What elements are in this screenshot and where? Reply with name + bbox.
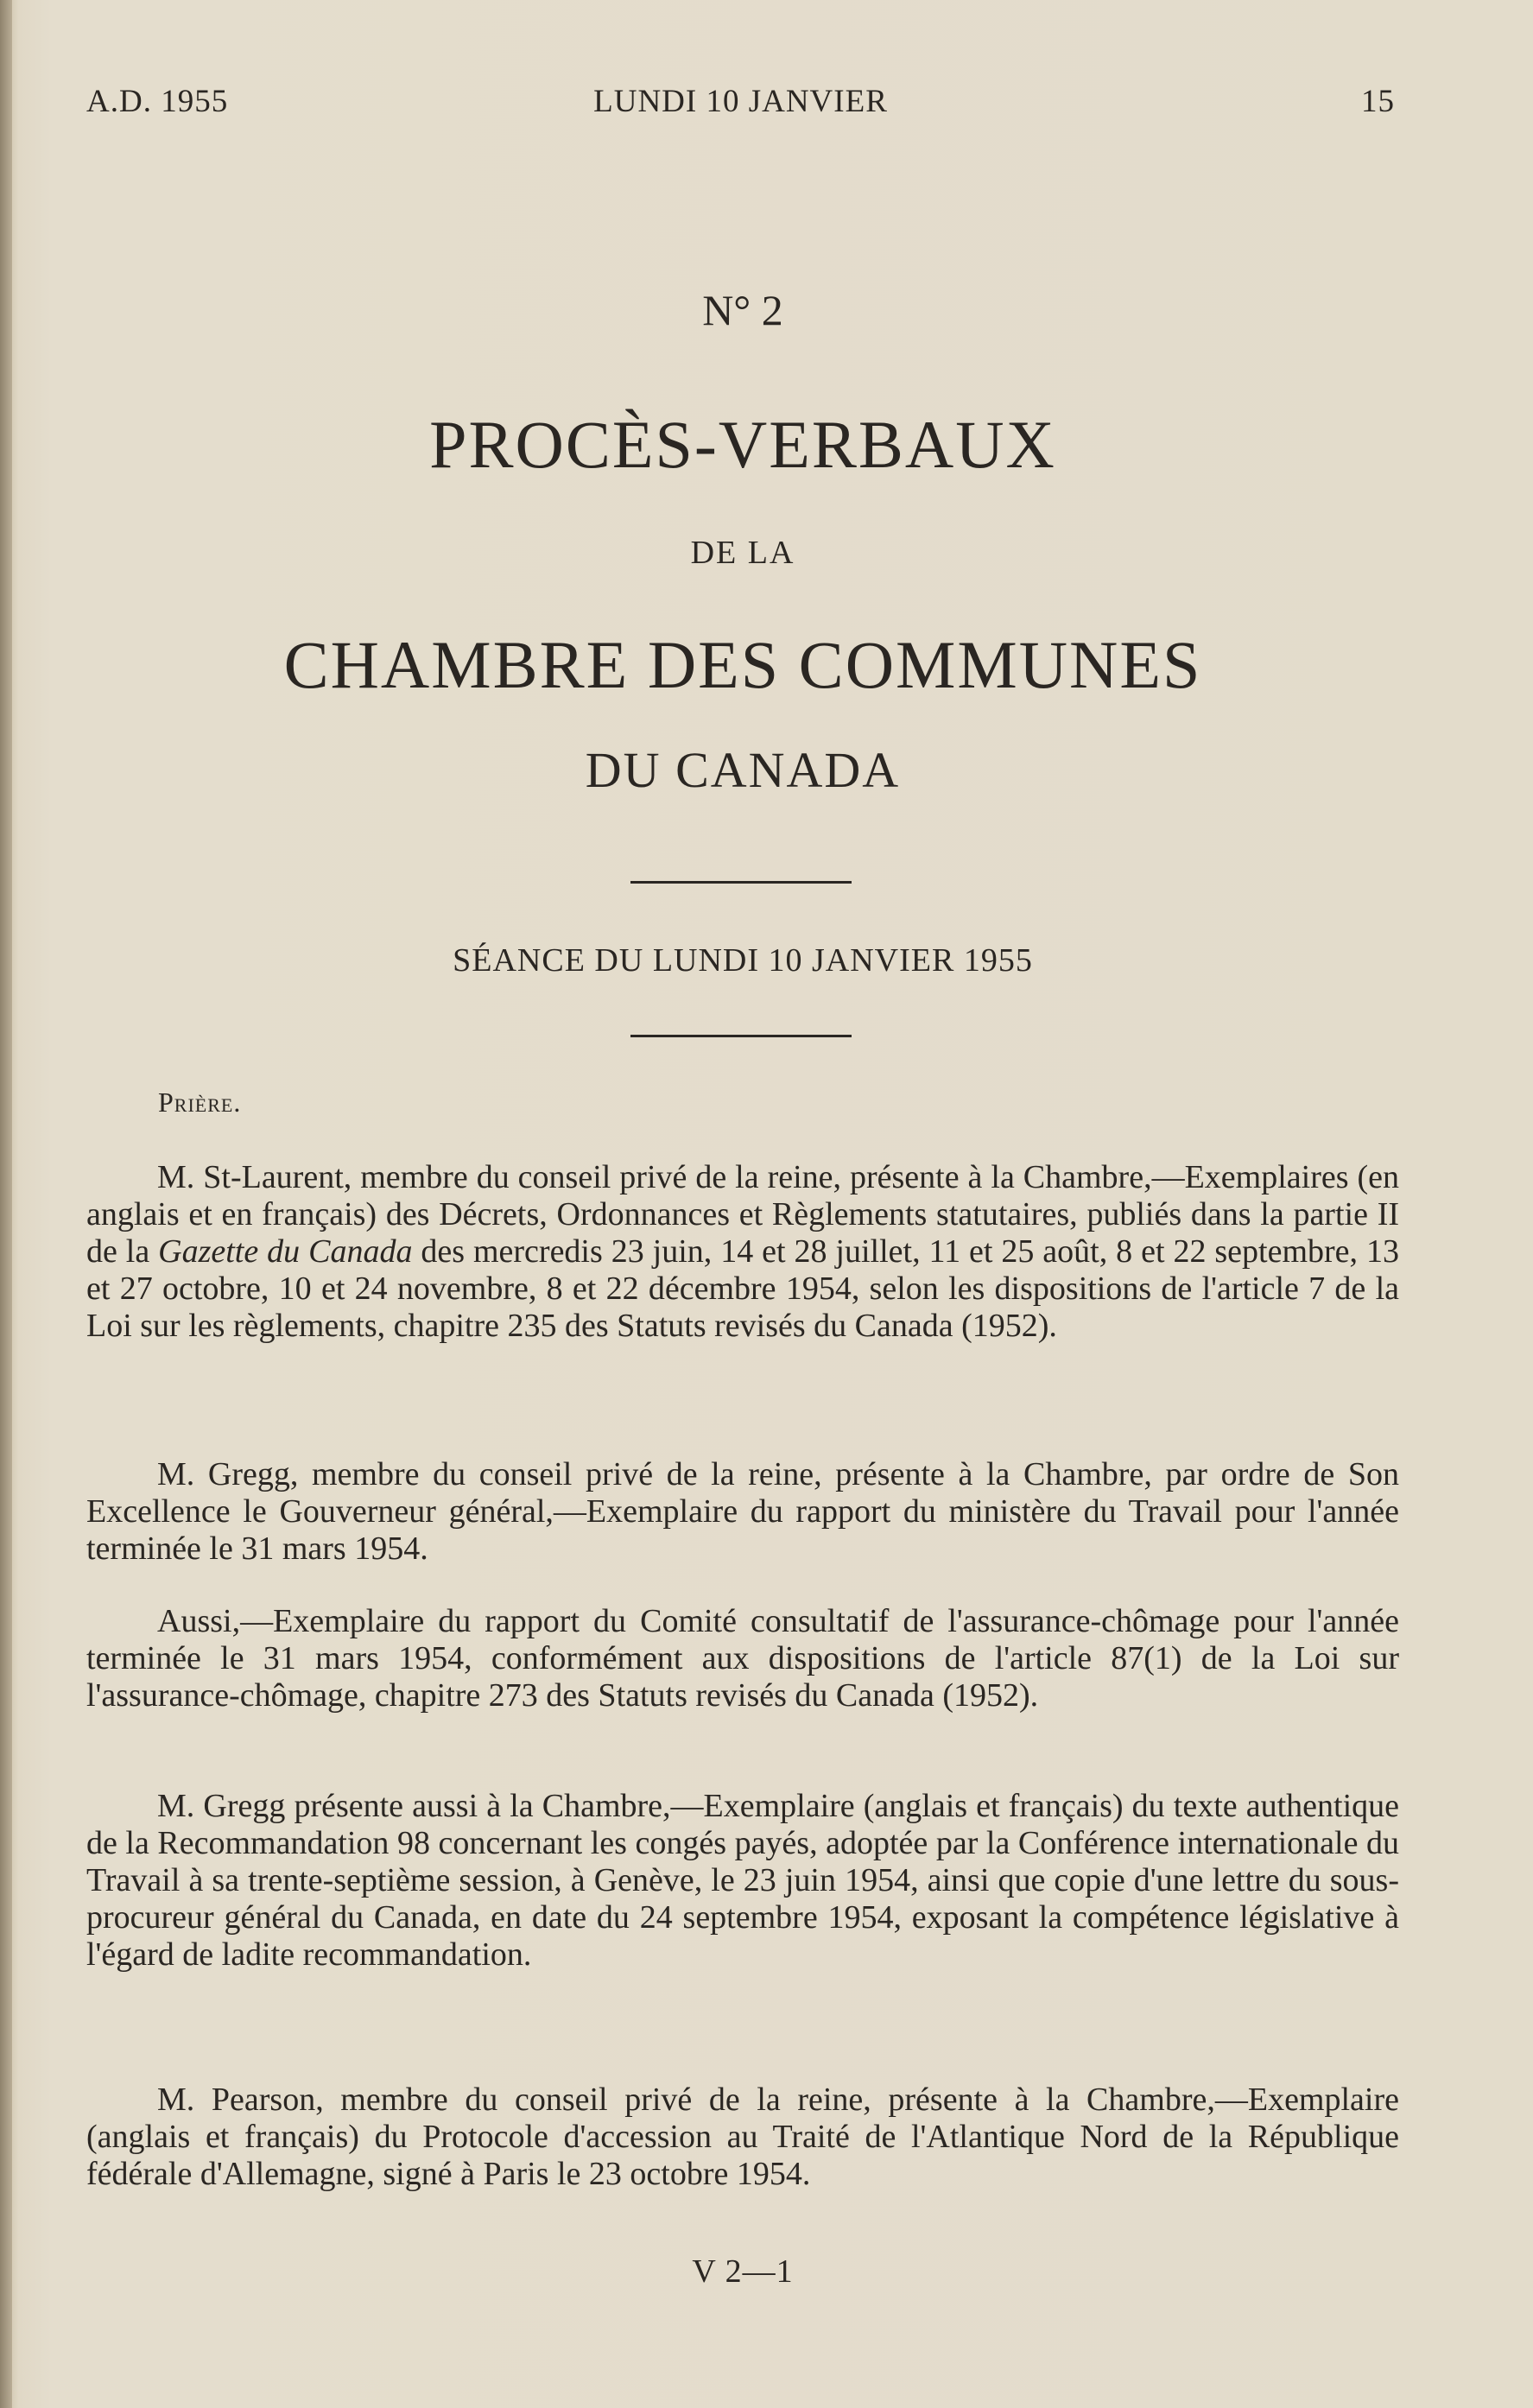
paragraph-text: M. St-Laurent, membre du conseil privé de la reine, présente à la Chambre,—Exemplaires (en anglais et en français) des Décrets, Ordonnances et Règlements statutaires, publiés dans la partie II de la (86, 1159, 1399, 1270)
paragraph-pearson: M. Pearson, membre du conseil privé de la reine, présente à la Chambre,—Exemplaire (anglais et français) du Protocole d'accession au Traité de l'Atlantique Nord de la République fédérale d'Allemagne, signé à Paris le 23 octobre 1954. (86, 2082, 1399, 2192)
book-spine-edge (0, 0, 12, 2408)
divider-bottom (630, 1035, 852, 1037)
header-date: LUNDI 10 JANVIER (593, 84, 888, 119)
signature-mark: V 2—1 (692, 2253, 794, 2290)
divider-top (630, 881, 852, 884)
paragraph-gregg-report: M. Gregg, membre du conseil privé de la reine, présente à la Chambre, par ordre de Son Excellence le Gouverneur général,—Exemplaire du rapport du ministère du Travail pour l'année terminée le 31 mars 1954. (86, 1456, 1399, 1567)
title-connector: DE LA (690, 535, 795, 571)
paragraph-text: des mercredis 23 juin, 14 et 28 juillet, 11 et 25 août, 8 et 22 septembre, 13 et 27 octobre, 10 et 24 novembre, 8 et 22 décembre 1954, selon les dispositions de l'article 7 de la Loi sur les règlements, chapitre 235 des Statuts revisés du Canada (1952). (86, 1233, 1399, 1344)
prayer-heading: Prière. (158, 1087, 242, 1118)
gazette-title: Gazette du Canada (158, 1233, 413, 1270)
paragraph-st-laurent (86, 1159, 1399, 1345)
paragraph-unemployment-report: Aussi,—Exemplaire du rapport du Comité consultatif de l'assurance-chômage pour l'année terminée le 31 mars 1954, conformément aux dispositions de l'article 87(1) de la Loi sur l'assurance-chômage, chapitre 273 des Statuts revisés du Canada (1952). (86, 1603, 1399, 1714)
issue-number: N° 2 (702, 286, 783, 334)
country-title: DU CANADA (585, 742, 901, 798)
house-title: CHAMBRE DES COMMUNES (283, 627, 1202, 702)
header-year: A.D. 1955 (86, 84, 229, 119)
sitting-date: SÉANCE DU LUNDI 10 JANVIER 1955 (453, 942, 1033, 979)
page-number: 15 (1361, 84, 1395, 119)
paragraph-gregg-recommendation: M. Gregg présente aussi à la Chambre,—Exemplaire (anglais et français) du texte authentique de la Recommandation 98 concernant les congés payés, adoptée par la Conférence internationale du Travail à sa trente-septième session, à Genève, le 23 juin 1954, ainsi que copie d'une lettre du sous-procureur général du Canada, en date du 24 septembre 1954, exposant la compétence législative à l'égard de ladite recommandation. (86, 1788, 1399, 1973)
page-title: PROCÈS-VERBAUX (429, 407, 1056, 482)
